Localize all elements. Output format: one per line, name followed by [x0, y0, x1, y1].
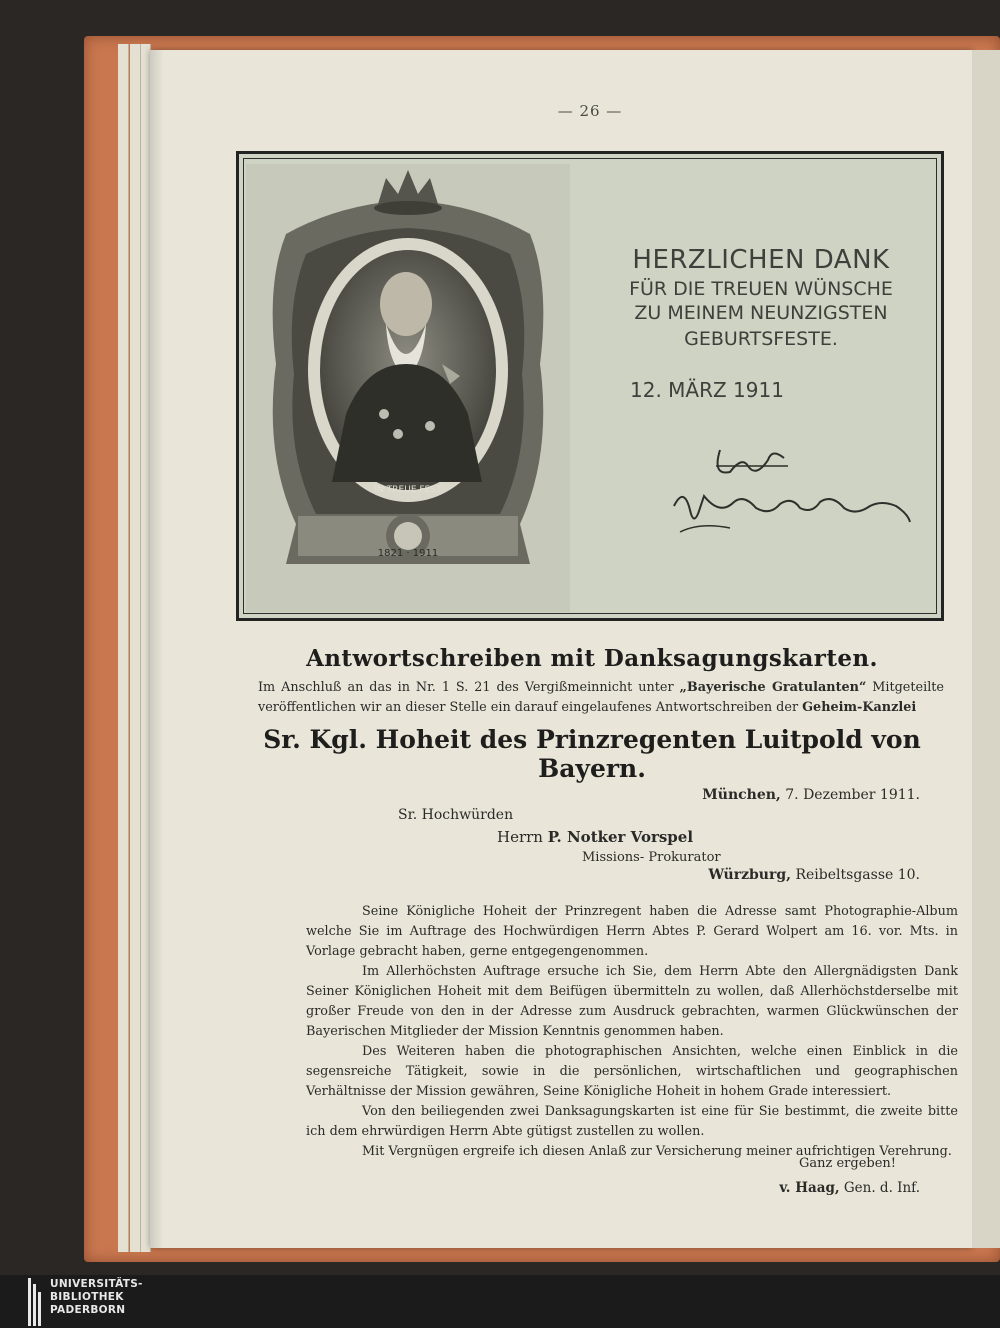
library-name-line: UNIVERSITÄTS- — [50, 1278, 143, 1290]
intro-text-1: Im Anschluß an das in Nr. 1 S. 21 des Vergißmeinnicht unter — [258, 680, 680, 695]
page-edge — [118, 44, 129, 1252]
next-page-edge — [972, 50, 1000, 1248]
page-gutter — [150, 50, 164, 1248]
intro-bold-1: „Bayerische Gratulanten“ — [679, 680, 867, 695]
letter-paragraph: Des Weiteren haben die photographischen Ansichten, welche einen Einblick in die segensreiche Tätigkeit, sowie in die persönlichen, wirtschaftlichen und geographischen Verhältnisse der Mission gewähren, Seine Königliche Hoheit in hohem Grade interessiert. — [306, 1044, 958, 1099]
page-number: — 26 — — [557, 102, 623, 120]
library-logo-icon — [28, 1278, 42, 1326]
letter-signer — [779, 1180, 920, 1196]
addressee-location — [708, 867, 920, 883]
addressee-street: Reibeltsgasse 10. — [791, 867, 920, 883]
handwritten-signature-icon — [660, 436, 920, 546]
library-name — [50, 1278, 143, 1317]
addressee-prefix: Herrn — [497, 828, 548, 846]
card-title: HERZLICHEN DANK — [632, 245, 890, 275]
library-name-line: BIBLIOTHEK — [50, 1291, 124, 1303]
article-subtitle: Sr. Kgl. Hoheit des Prinzregenten Luitpold von Bayern. — [263, 725, 921, 783]
card-date: 12. MÄRZ 1911 — [630, 378, 784, 402]
portrait-motto: IN TREUE FEST — [374, 485, 442, 495]
intro-paragraph — [258, 678, 944, 718]
intro-text-2: Mitgeteilte veröffentlichen wir an dieser Stelle ein darauf eingelaufenes Antwortschreiben der — [258, 680, 945, 715]
card-line-4: GEBURTSFESTE. — [684, 328, 838, 350]
addressee-name: P. Notker Vorspel — [547, 828, 694, 846]
page-edge — [130, 44, 141, 1252]
addressee-title: Missions- Prokurator — [582, 850, 721, 865]
letter-addressee — [497, 828, 693, 846]
article-heading: Antwortschreiben mit Danksagungskarten. — [306, 645, 878, 672]
letter-date: 7. Dezember 1911. — [780, 787, 920, 803]
card-line-2: FÜR DIE TREUEN WÜNSCHE — [629, 278, 893, 300]
letter-dateline — [702, 787, 920, 803]
intro-bold-2: Geheim-Kanzlei — [802, 700, 917, 715]
signer-rank: Gen. d. Inf. — [839, 1180, 920, 1196]
signer-name: v. Haag, — [779, 1180, 840, 1196]
portrait-years: 1821 · 1911 — [377, 548, 439, 559]
prince-regent-portrait — [246, 164, 570, 612]
card-line-3: ZU MEINEM NEUNZIGSTEN — [634, 302, 888, 324]
letter-salutation: Sr. Hochwürden — [398, 807, 514, 823]
letter-paragraph: Von den beiliegenden zwei Danksagungskarten ist eine für Sie bestimmt, die zweite bitte ich dem ehrwürdigen Herrn Abte gütigst zustellen zu wollen. — [306, 1104, 958, 1139]
letter-body — [306, 902, 958, 1162]
letter-paragraph: Mit Vergnügen ergreife ich diesen Anlaß zur Versicherung meiner aufrichtigen Verehrung. — [362, 1144, 952, 1159]
letter-closing: Ganz ergeben! — [798, 1156, 896, 1171]
letter-paragraph: Seine Königliche Hoheit der Prinzregent haben die Adresse samt Photographie-Album welche Sie im Auftrage des Hochwürdigen Herrn Abtes P. Gerard Wolpert am 16. vor. Mts. in Vorlage gebracht haben, gerne entgegengenommen. — [306, 904, 958, 959]
letter-place: München, — [702, 787, 781, 803]
letter-paragraph: Im Allerhöchsten Auftrage ersuche ich Sie, dem Herrn Abte den Allergnädigsten Dank Seiner Königlichen Hoheit mit dem Beifügen übermitteln zu wollen, daß Allerhöchstderselbe mit großer Freude von den in der Adresse zum Ausdruck gebrachten, warmen Glückwünschen der Bayerischen Mitglieder der Mission Kenntnis genommen haben. — [306, 964, 958, 1039]
library-name-line: PADERBORN — [50, 1304, 126, 1316]
addressee-city: Würzburg, — [708, 867, 792, 883]
